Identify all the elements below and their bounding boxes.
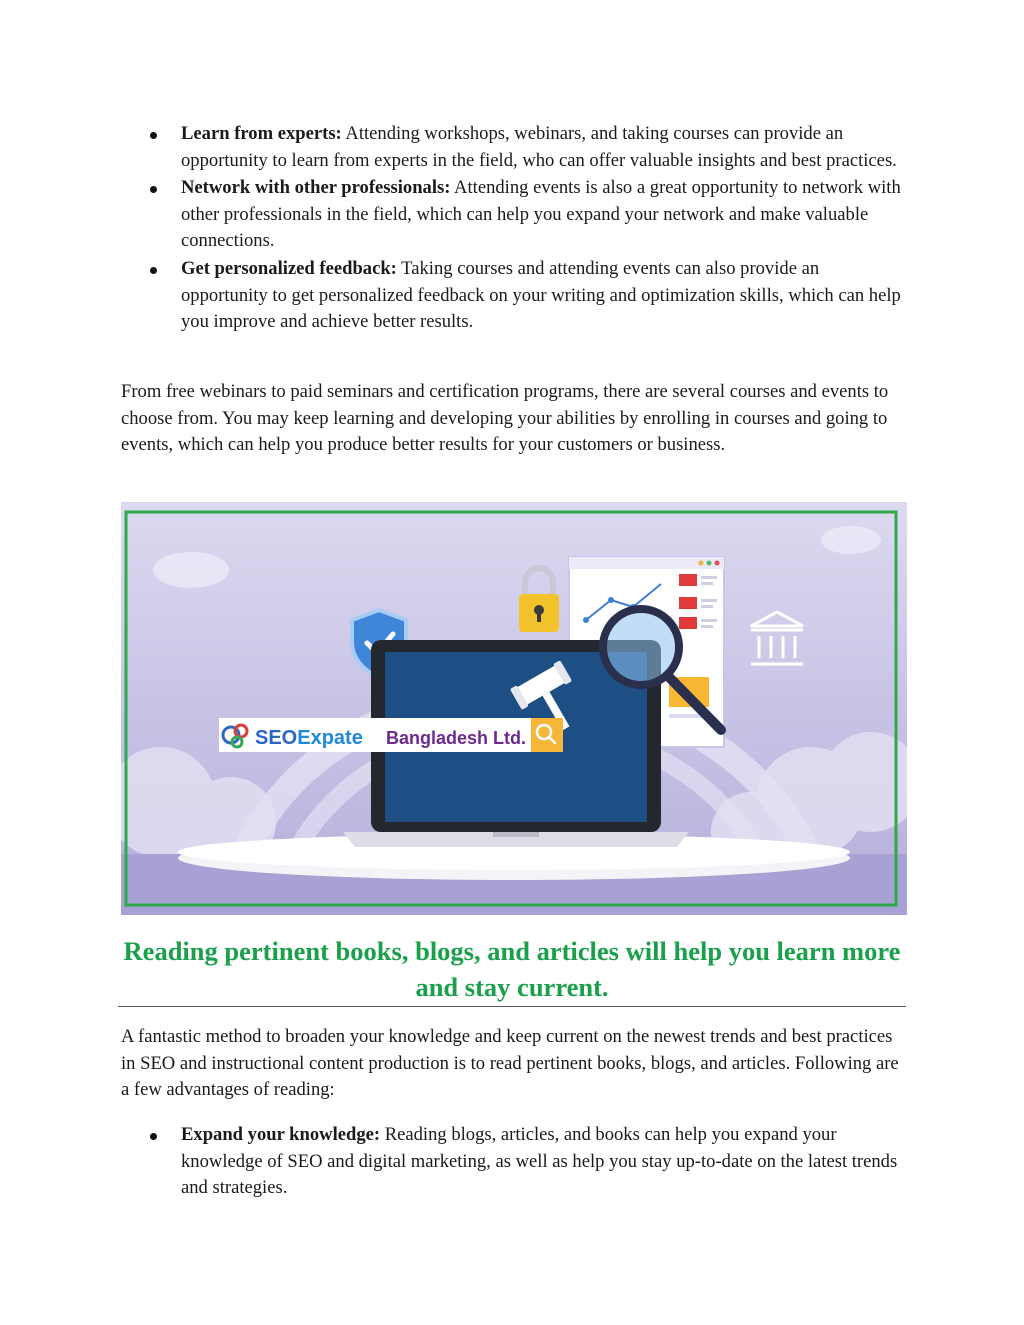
bullet-text: Taking courses and attending events can also provide an opportunity to get personalized feedback on your writing and optimization skills, which can help you improve and achieve better results.: [181, 257, 901, 333]
svg-text:SEOExpate: [255, 727, 363, 749]
bullet-title: Network with other professionals:: [181, 177, 451, 199]
seo-illustration: [121, 502, 907, 915]
bullet-text: Attending workshops, webinars, and taking courses can provide an opportunity to learn from experts in the field, who can offer valuable insights and best practices.: [181, 123, 897, 171]
benefits-list: [150, 121, 910, 337]
section-heading: Reading pertinent books, blogs, and articles will help you learn more and stay current.: [123, 936, 901, 1002]
bullet-title: Learn from experts:: [181, 123, 342, 144]
brand-search-bar: [219, 718, 563, 752]
bullet-icon: [150, 186, 157, 193]
list-item: [150, 121, 910, 174]
reading-benefits-list: [150, 1122, 910, 1203]
bullet-title: Expand your knowledge:: [181, 1124, 381, 1145]
bullet-icon: [150, 267, 157, 274]
list-item: [150, 256, 910, 336]
bullet-title: Get personalized feedback:: [181, 257, 397, 279]
brand-seo: SEO: [255, 727, 298, 749]
bullet-icon: [150, 1133, 157, 1140]
heading-divider: [118, 1006, 906, 1007]
bullet-icon: [150, 132, 157, 139]
bullet-text: Attending events is also a great opportunity to network with other professionals in the field, which can help you expand your network and make valuable connections.: [181, 177, 901, 252]
list-item: [150, 1122, 910, 1202]
courses-paragraph: From free webinars to paid seminars and certification programs, there are several courses and events to choose from. You may keep learning and developing your abilities by enrolling in courses and going to events, which can help you produce better results for your customers or business.: [121, 381, 889, 456]
reading-paragraph: A fantastic method to broaden your knowledge and keep current on the newest trends and best practices in SEO and instructional content production is to read pertinent books, blogs, and articles. Following are a few advantages of reading:: [121, 1026, 899, 1101]
brand-expate: Expate: [297, 727, 363, 749]
bullet-text: Reading blogs, articles, and books can help you expand your knowledge of SEO and digital marketing, as well as help you stay up-to-date on the latest trends and strategies.: [181, 1124, 898, 1199]
brand-name: Bangladesh Ltd.: [386, 728, 527, 748]
list-item: [150, 175, 910, 255]
